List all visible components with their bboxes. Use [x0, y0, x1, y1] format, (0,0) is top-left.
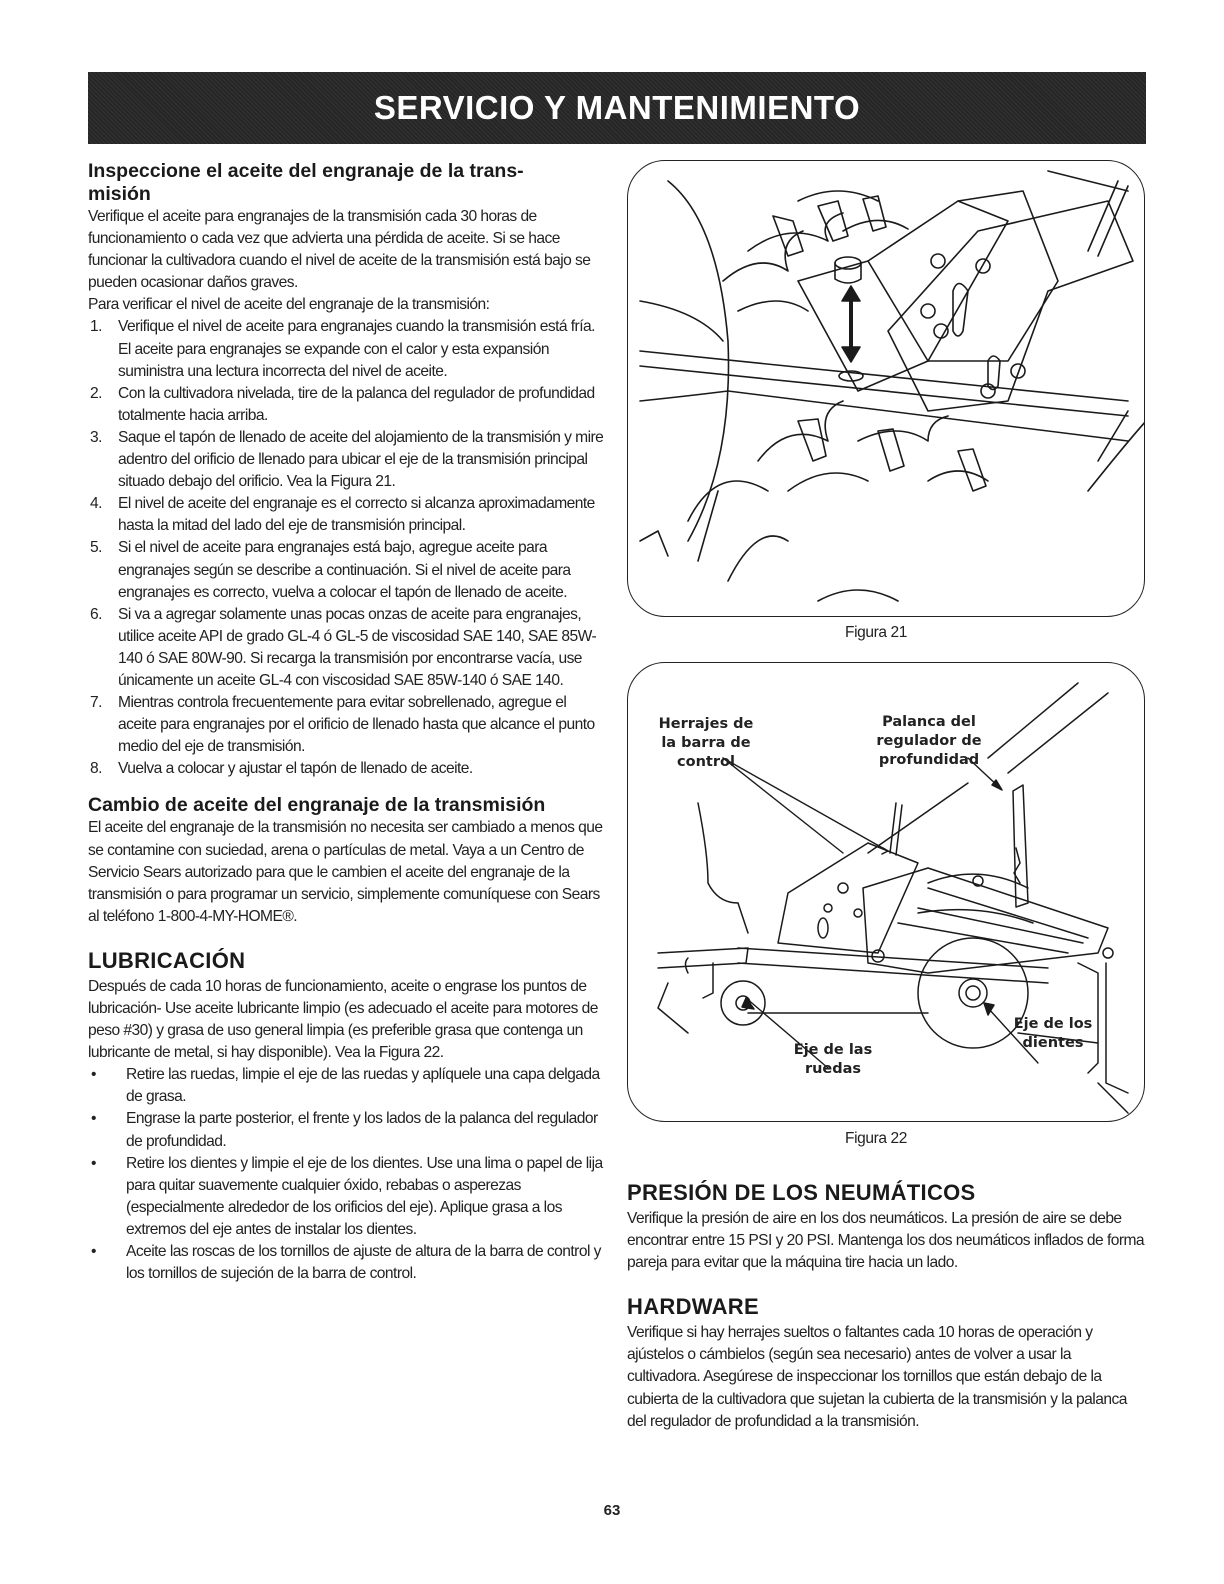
inspect-lead: Para verificar el nivel de aceite del engranaje de la transmisión:	[88, 296, 490, 314]
left-column	[88, 160, 606, 1285]
change-text: El aceite del engranaje de la transmisión no necesita ser cambiado a menos que se contamine con suciedad, arena o partículas de metal. Vaya a un Centro de Servicio Sears autorizado para que le cambien el aceite del engranaje de la transmisión o para programar un servicio, simplemente comuníquese con Sears al teléfono 1-800-4-MY-HOME®.	[88, 819, 603, 925]
list-item: • Aceite las roscas de los tornillos de ajuste de altura de la barra de control y los tornillos de sujeción de la barra de control.	[91, 1243, 601, 1283]
label-herrajes: Herrajes de la barra de control	[658, 716, 754, 770]
tire-heading: PRESIÓN DE LOS NEUMÁTICOS	[627, 1180, 976, 1205]
label-eje-ruedas: Eje de las ruedas	[793, 1042, 873, 1077]
lubrication-intro: Después de cada 10 horas de funcionamiento, aceite o engrase los puntos de lubricación- Use aceite lubricante limpio (es adecuado el aceite para motores de peso #30) y grasa de uso general limpia (es preferible grasa que contenga un lubricante de metal, si hay disponible). Vea la Figura 22.	[88, 977, 598, 1062]
page-title: SERVICIO Y MANTENIMIENTO	[373, 89, 861, 126]
label-eje-dientes: Eje de los dientes	[1013, 1016, 1093, 1051]
inspect-intro: Verifique el aceite para engranajes de la transmisión cada 30 horas de funcionamiento o cada vez que advierta una pérdida de aceite. Si se hace funcionar la cultivadora cuando el nivel de aceite de la transmisión está bajo se pueden ocasionar daños graves.	[88, 208, 591, 292]
list-item: 1. Verifique el nivel de aceite para engranajes cuando la transmisión está fría. El aceite para engranajes se expande con el calor y esta expansión suministra una lectura incorrecta del nivel de aceite.	[90, 318, 595, 380]
page-number: 63	[603, 1502, 621, 1519]
figure-21-frame	[627, 160, 1145, 617]
figure-21-illustration	[628, 161, 1145, 617]
list-item: 4. El nivel de aceite del engranaje es el correcto si alcanza aproximadamente hasta la mitad del lado del eje de transmisión principal.	[90, 495, 595, 535]
inspect-steps	[88, 316, 606, 780]
list-item: 8. Vuelva a colocar y ajustar el tapón de llenado de aceite.	[90, 760, 473, 778]
list-item: • Retire las ruedas, limpie el eje de las ruedas y aplíquele una capa delgada de grasa.	[91, 1066, 600, 1106]
hardware-heading: HARDWARE	[627, 1294, 759, 1320]
lubrication-heading: LUBRICACIÓN	[88, 947, 246, 973]
section-banner	[88, 72, 1146, 144]
figure-21-caption: Figura 21	[845, 624, 907, 641]
inspect-heading-line1: Inspeccione el aceite del engranaje de la trans-	[88, 160, 524, 182]
list-item: 7. Mientras controla frecuentemente para evitar sobrellenado, agregue el aceite para engranajes por el orificio de llenado hasta que alcance el punto medio del eje de transmisión.	[90, 694, 595, 756]
list-item: 6. Si va a agregar solamente unas pocas onzas de aceite para engranajes, utilice aceite API de grado GL-4 ó GL-5 de viscosidad SAE 140, SAE 85W-140 ó SAE 80W-90. Si recarga la transmisión por encontrarse vacía, use únicamente un aceite GL-4 con viscosidad SAE 85W-140 ó SAE 140.	[90, 605, 597, 689]
list-item: • Engrase la parte posterior, el frente y los lados de la palanca del regulador de profundidad.	[91, 1110, 598, 1150]
tire-text: Verifique la presión de aire en los dos neumáticos. La presión de aire se debe encontrar entre 15 PSI y 20 PSI. Mantenga los dos neumáticos inflados de forma pareja para evitar que la máquina tire hacia un lado.	[627, 1210, 1145, 1272]
list-item: • Retire los dientes y limpie el eje de los dientes. Use una lima o papel de lija para quitar suavemente cualquier óxido, rebabas o asperezas (especialmente alrededor de los orificios del eje). Aplique grasa a los extremos del eje antes de instalar los dientes.	[91, 1154, 603, 1238]
hardware-text: Verifique si hay herrajes sueltos o faltantes cada 10 horas de operación y ajústelos o cámbielos (según sea necesario) antes de volver a usar la cultivadora. Asegúrese de inspeccionar los tornillos que están debajo de la cubierta de la cultivadora que sujetan la cubierta de la transmisión y la palanca del regulador de profundidad a la transmisión.	[627, 1324, 1127, 1430]
change-heading: Cambio de aceite del engranaje de la transmisión	[88, 794, 546, 817]
label-palanca: Palanca del regulador de profundidad	[876, 714, 982, 768]
list-item: 2. Con la cultivadora nivelada, tire de la palanca del regulador de profundidad totalmente hacia arriba.	[90, 384, 595, 424]
list-item: 5. Si el nivel de aceite para engranajes está bajo, agregue aceite para engranajes según se describe a continuación. Si el nivel de aceite para engranajes es correcto, vuelva a colocar el tapón de llenado de aceite.	[90, 539, 571, 601]
right-column-text	[627, 1180, 1147, 1433]
inspect-heading-line2: misión	[88, 183, 151, 205]
figure-22-frame	[627, 662, 1145, 1122]
figure-22-caption: Figura 22	[845, 1130, 907, 1147]
inspect-heading	[88, 160, 606, 206]
list-item: 3. Saque el tapón de llenado de aceite del alojamiento de la transmisión y mire adentro del orificio de llenado para ubicar el eje de la transmisión principal situado debajo del orificio. Vea la Figura 21.	[90, 428, 604, 491]
lubrication-bullets	[88, 1064, 606, 1285]
